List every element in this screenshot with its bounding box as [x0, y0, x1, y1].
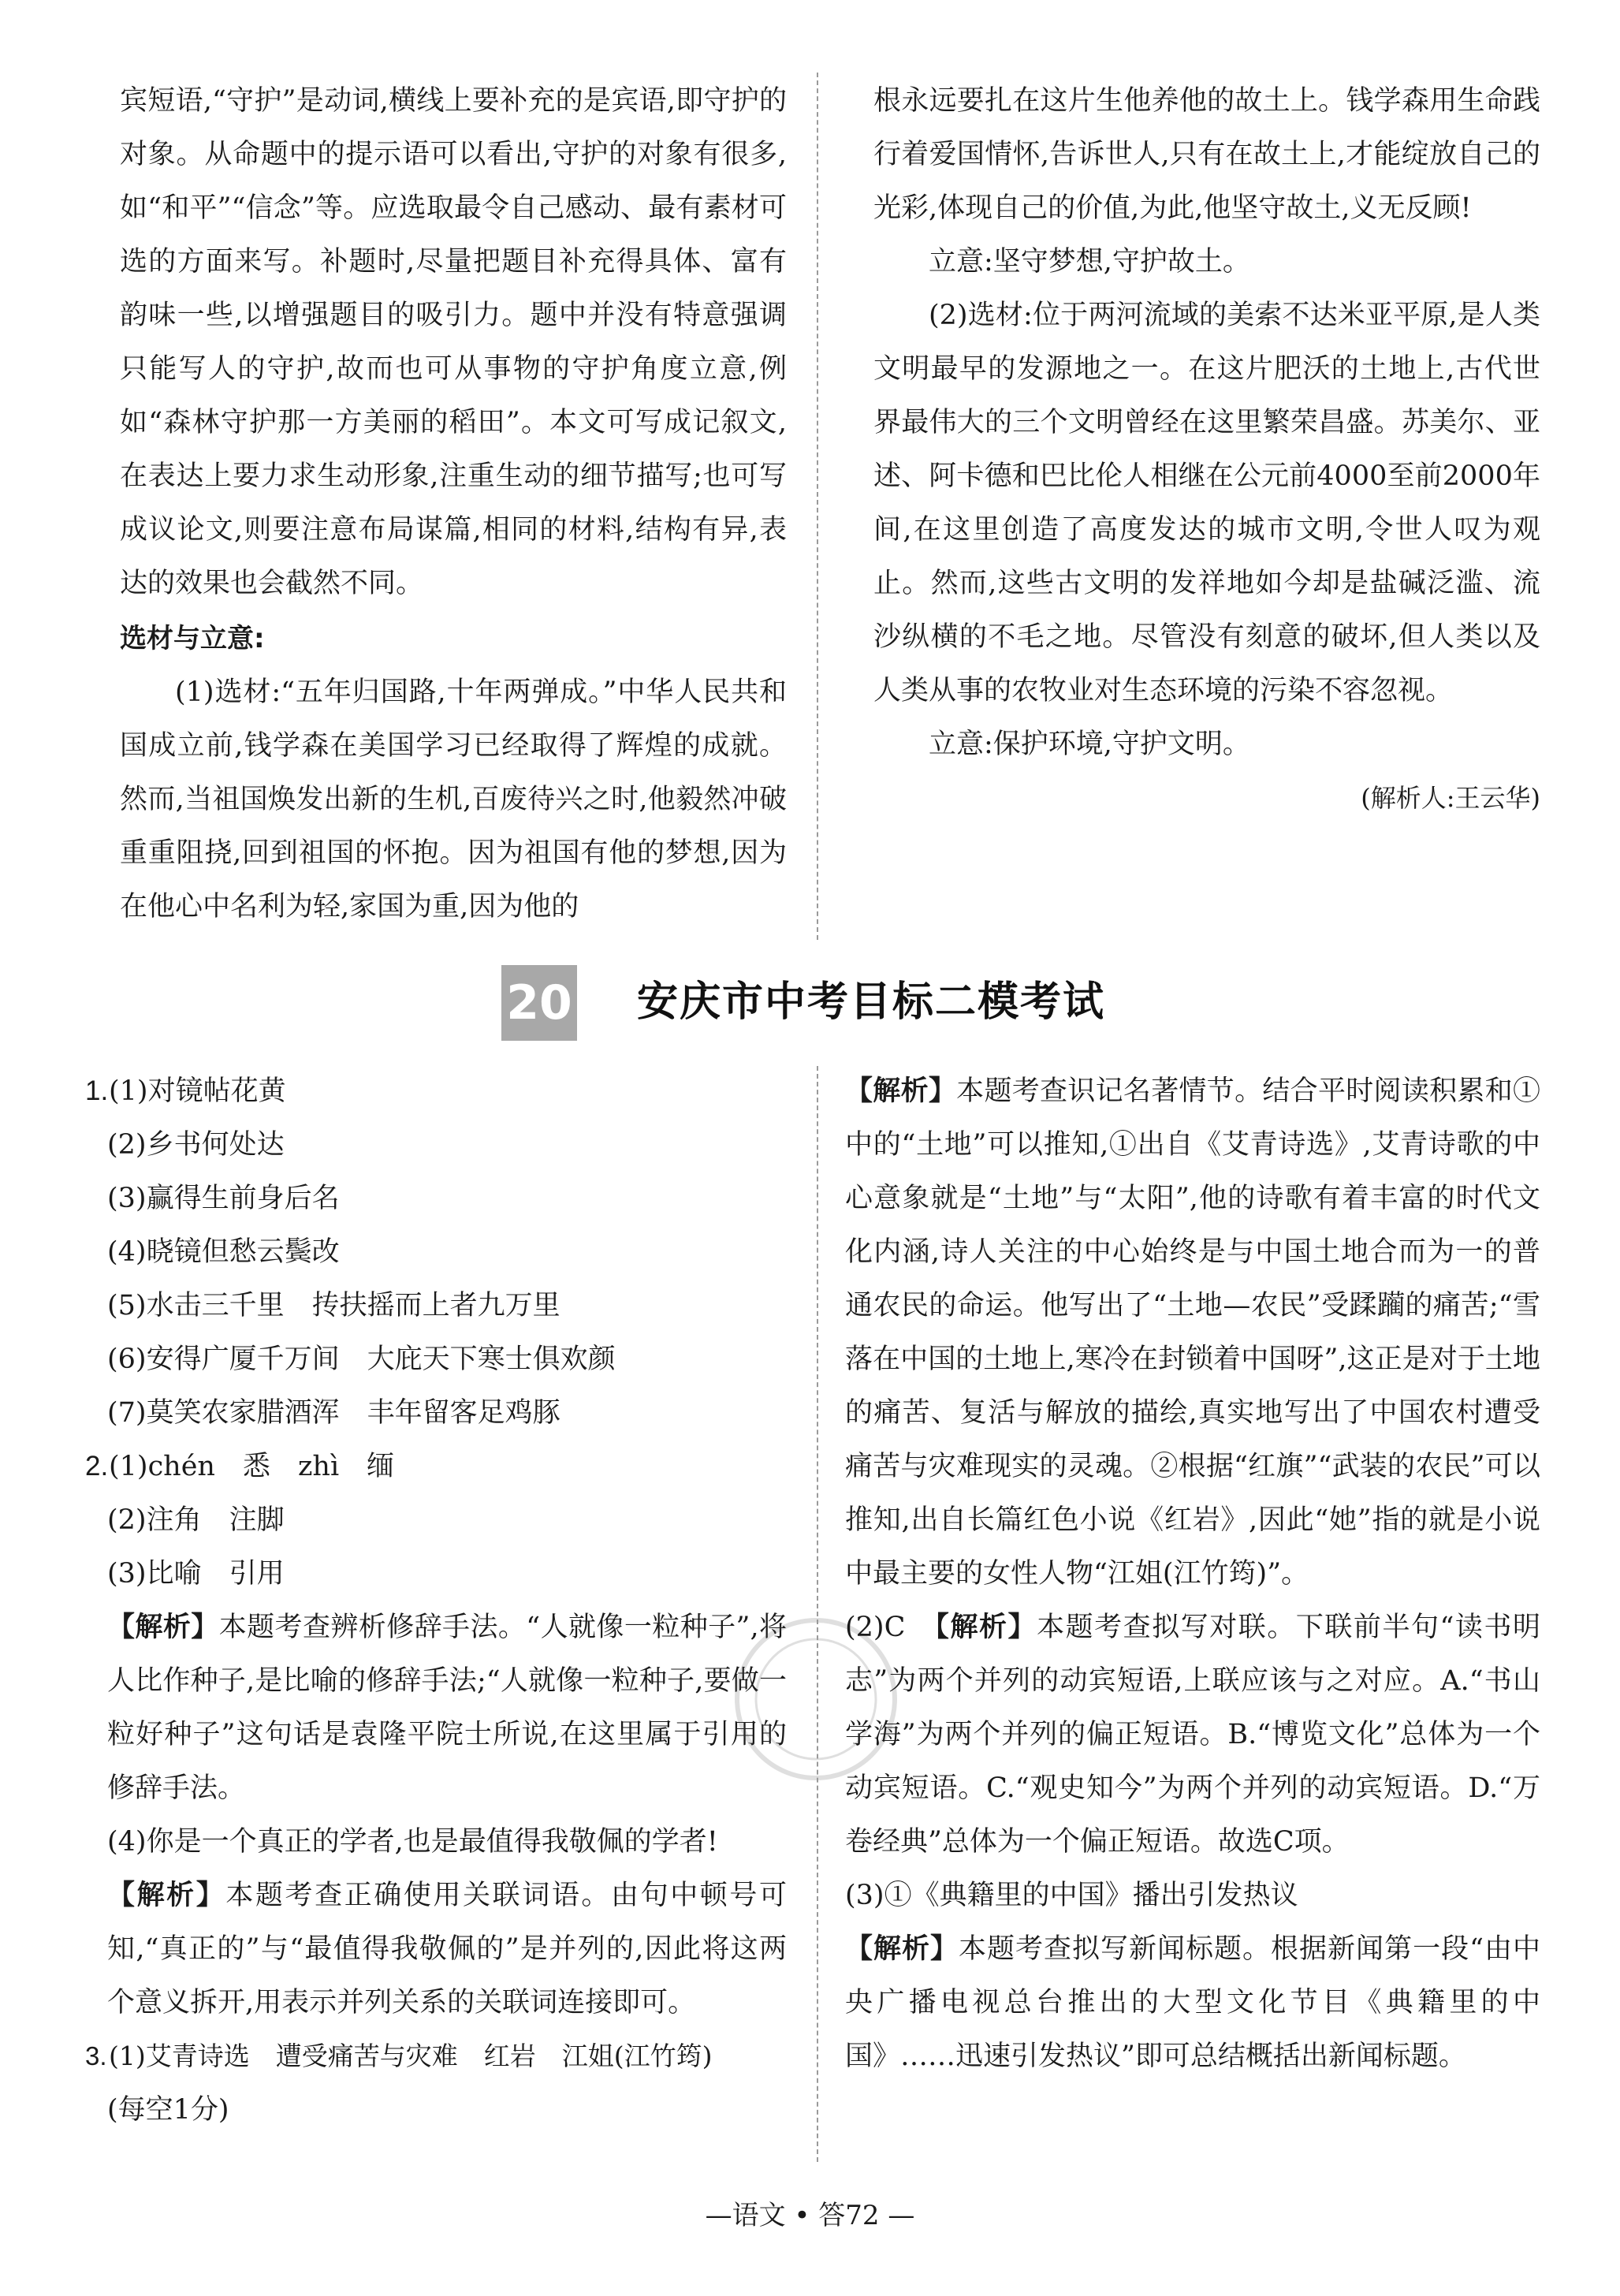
question-3-item-3-analysis: 【解析】本题考查拟写新闻标题。根据新闻第一段“由中央广播电视总台推出的大型文化节目《典籍里的中国》……迅速引发热议”即可总结概括出新闻标题。 — [845, 1933, 1540, 2072]
question-2-item-2: (2)注角 注脚 — [107, 1504, 285, 1536]
column-divider-top — [817, 73, 818, 940]
question-2-item-1: 2.(1)chén 悉 zhì 缅 — [85, 1440, 787, 1493]
question-2-number: 2. — [85, 1451, 109, 1482]
material-paragraph-2: (2)选材:位于两河流域的美索不达米亚平原,是人类文明最早的发源地之一。在这片肥沃的土地上,古代世界最伟大的三个文明曾经在这里繁荣昌盛。苏美尔、亚述、阿卡德和巴比伦人相继在公元前4000至前2000年间,在这里创造了高度发达的城市文明,令世人叹为观止。然而,这些古文明的发祥地如今却是盐碱泛滥、流沙纵横的不毛之地。尽管没有刻意的破坏,但人类以及人类从事的农牧业对生态环境的污染不容忽视。 — [873, 300, 1540, 706]
material-paragraph-1: (1)选材:“五年归国路,十年两弹成。”中华人民共和国成立前,钱学森在美国学习已经取得了辉煌的成就。然而,当祖国焕发出新的生机,百废待兴之时,他毅然冲破重重阻挠,回到祖国的怀抱。因为祖国有他的梦想,因为在他心中名利为轻,家国为重,因为他的 — [120, 676, 787, 922]
section-title: 安庆市中考目标二模考试 — [637, 978, 1106, 1026]
analysis-tag: 【解析】 — [107, 1880, 226, 1911]
question-3-item-3: (3)①《典籍里的中国》播出引发热议 — [845, 1880, 1298, 1911]
question-2-analysis-1: 【解析】本题考查辨析修辞手法。“人就像一粒种子”,将人比作种子,是比喻的修辞手法;“人就像一粒种子,要做一粒好种子”这句话是袁隆平院士所说,在这里属于引用的修辞手法。 — [107, 1612, 787, 1804]
analysis-tag: 【解析】 — [107, 1612, 219, 1643]
intro-paragraph: 宾短语,“守护”是动词,横线上要补充的是宾语,即守护的对象。从命题中的提示语可以看出,守护的对象有很多,如“和平”“信念”等。应选取最令自己感动、最有素材可选的方面来写。补题时,尽量把题目补充得具体、富有韵味一些,以增强题目的吸引力。题中并没有特意强调只能写人的守护,故而也可从事物的守护角度立意,例如“森林守护那一方美丽的稻田”。本文可写成记叙文,在表达上要力求生动形象,注重生动的细节描写;也可写成议论文,则要注意布局谋篇,相同的材料,结构有异,表达的效果也会截然不同。 — [120, 85, 787, 599]
question-1-item-3: (3)赢得生前身后名 — [107, 1183, 340, 1214]
theme-1: 立意:坚守梦想,守护故土。 — [929, 246, 1250, 278]
section-number-badge: 20 — [501, 965, 577, 1041]
question-1-item-7: (7)莫笑农家腊酒浑 丰年留客足鸡豚 — [107, 1397, 560, 1429]
material-paragraph-1-cont: 根永远要扎在这片生他养他的故土上。钱学森用生命践行着爱国情怀,告诉世人,只有在故土上,才能绽放自己的光彩,体现自己的价值,为此,他坚守故土,义无反顾! — [873, 85, 1540, 224]
analysis-tag: 【解析】 — [845, 1933, 959, 1965]
question-1-item-2: (2)乡书何处达 — [107, 1129, 285, 1161]
analysis-tag: 【解析】 — [935, 1612, 1037, 1643]
question-1-item-6: (6)安得广厦千万间 大庇天下寒士俱欢颜 — [107, 1344, 616, 1375]
question-2-item-4: (4)你是一个真正的学者,也是最值得我敬佩的学者! — [107, 1826, 718, 1858]
top-right-column — [873, 74, 1540, 825]
question-2-analysis-2: 【解析】本题考查正确使用关联词语。由句中顿号可知,“真正的”与“最值得我敬佩的”是并列的,因此将这两个意义拆开,用表示并列关系的关联词连接即可。 — [107, 1880, 787, 2018]
bottom-left-column — [85, 1064, 787, 2137]
question-3-item-2: (2)C 【解析】本题考查拟写对联。下联前半句“读书明志”为两个并列的动宾短语,上联应该与之对应。A.“书山学海”为两个并列的偏正短语。B.“博览文化”总体为一个动宾短语。C.“观史知今”为两个并列的动宾短语。D.“万卷经典”总体为一个偏正短语。故选C项。 — [845, 1612, 1540, 1858]
question-1-item-5: (5)水击三千里 抟扶摇而上者九万里 — [107, 1290, 560, 1321]
question-1-item-4: (4)晓镜但愁云鬓改 — [107, 1236, 340, 1268]
question-1-number: 1. — [85, 1075, 109, 1106]
question-3-number: 3. — [85, 2041, 107, 2070]
question-3-analysis: 【解析】本题考查识记名著情节。结合平时阅读积累和①中的“土地”可以推知,①出自《艾青诗选》,艾青诗歌的中心意象就是“土地”与“太阳”,他的诗歌有着丰富的时代文化内涵,诗人关注的中心始终是与中国土地合而为一的普通农民的命运。他写出了“土地—农民”受蹂躏的痛苦;“雪落在中国的土地上,寒冷在封锁着中国呀”,这正是对于土地的痛苦、复活与解放的描绘,真实地写出了中国农村遭受痛苦与灾难现实的灵魂。②根据“红旗”“武装的农民”可以推知,出自长篇红色小说《红岩》,因此“她”指的就是小说中最主要的女性人物“江姐(江竹筠)”。 — [845, 1075, 1540, 1590]
top-left-column — [120, 74, 787, 934]
bottom-right-column — [845, 1064, 1540, 2083]
theme-2: 立意:保护环境,守护文明。 — [929, 729, 1250, 760]
page-footer: —语文 • 答72 — — [705, 2200, 915, 2231]
analyst-credit: (解析人:王云华) — [1361, 783, 1540, 813]
question-1-item-1: 1.(1)对镜帖花黄 — [85, 1064, 787, 1118]
question-3-score-note: (每空1分) — [107, 2094, 229, 2126]
question-3-item-1: 3.(1)艾青诗选 遭受痛苦与灾难 红岩 江姐(江竹筠) — [85, 2030, 787, 2083]
analysis-tag: 【解析】 — [845, 1075, 957, 1107]
question-2-item-3: (3)比喻 引用 — [107, 1558, 285, 1590]
section-heading-material: 选材与立意: — [120, 623, 265, 654]
column-divider-bottom — [817, 1066, 818, 2162]
